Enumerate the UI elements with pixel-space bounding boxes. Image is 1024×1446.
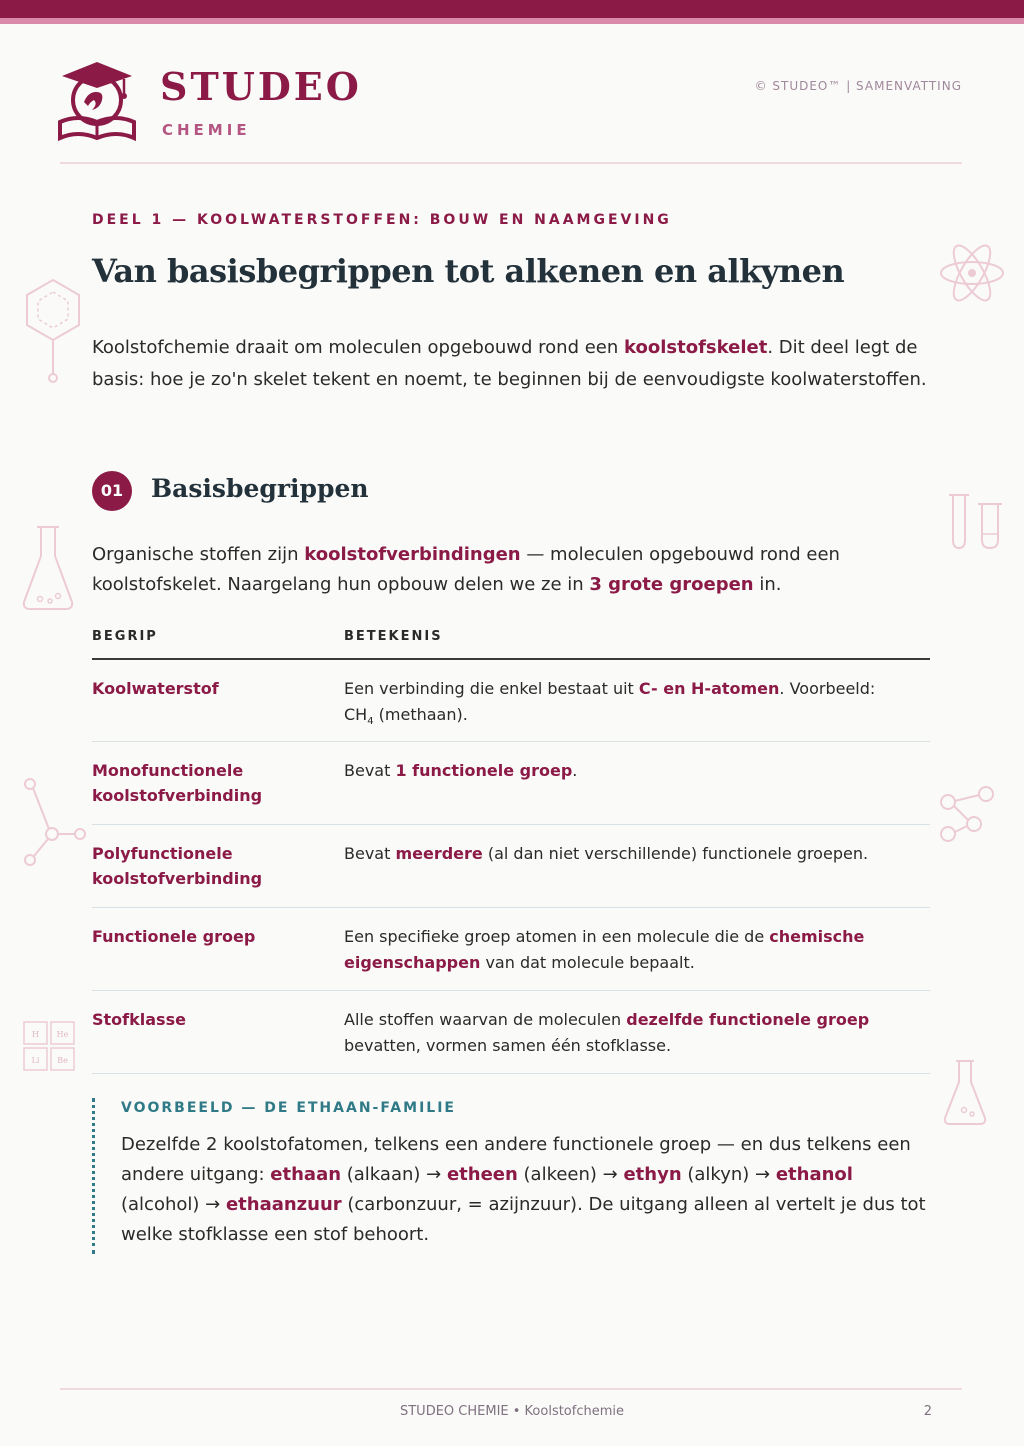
page-number: 2 (923, 1404, 932, 1419)
page-title: Van basisbegrippen tot alkenen en alkynen (92, 252, 845, 290)
share-nodes-icon (936, 782, 998, 844)
table-term: Functionele groep (92, 927, 256, 946)
table-definition: Bevat 1 functionele groep. (344, 761, 578, 780)
hexagon-molecule-icon (22, 276, 84, 386)
top-accent-bar (0, 0, 1024, 18)
example-text: Dezelfde 2 koolstofatomen, telkens een andere functionele groep — en dus telkens een andere uitgang: ethaan (alkaan) → etheen (alkeen) → ethyn (alkyn) → ethanol (alcohol) → ethaanzuur (carbonzuur, = azijnzuur). De uitgang alleen al vertelt je dus tot welke stofklasse een stof behoort. (121, 1134, 926, 1245)
table-row (92, 825, 930, 908)
table-row (92, 908, 930, 991)
table-header (92, 622, 930, 660)
svg-text:He: He (56, 1030, 69, 1039)
brand-subtitle: CHEMIE (162, 121, 251, 139)
table-row (92, 742, 930, 825)
erlenmeyer-flask-icon (942, 1058, 988, 1128)
svg-text:Li: Li (31, 1056, 40, 1065)
table-term: Monofunctionele koolstofverbinding (92, 761, 263, 805)
table-row (92, 660, 930, 742)
highlight: koolstofverbindingen (304, 544, 521, 565)
svg-text:H: H (32, 1030, 39, 1039)
table-definition: Alle stoffen waarvan de moleculen dezelfde functionele groep bevatten, vormen samen één stofklasse. (344, 1010, 870, 1055)
header-copyright: © STUDEO™ | SAMENVATTING (754, 79, 962, 93)
footer-title: STUDEO CHEMIE • Koolstofchemie (399, 1404, 624, 1419)
test-tubes-icon (944, 492, 1006, 552)
table-definition: Een verbinding die enkel bestaat uit C- en H-atomen. Voorbeeld: $CH_4$ (methaan). (344, 679, 876, 728)
highlight: koolstofskelet (624, 337, 768, 358)
column-header-term: BEGRIP (92, 629, 158, 644)
periodic-table-icon (22, 1020, 76, 1072)
column-header-meaning: BETEKENIS (344, 629, 443, 644)
table-term: Stofklasse (92, 1010, 186, 1029)
highlight: 3 grote groepen (589, 574, 754, 595)
molecule-network-icon (22, 776, 88, 868)
header-divider (60, 162, 962, 164)
definitions-table (92, 622, 930, 1074)
section-number-badge: 01 (92, 471, 132, 511)
part-kicker: DEEL 1 — KOOLWATERSTOFFEN: BOUW EN NAAMGEVING (92, 212, 672, 228)
flask-icon (20, 524, 76, 614)
table-definition: Bevat meerdere (al dan niet verschillende) functionele groepen. (344, 844, 869, 863)
intro-paragraph: Koolstofchemie draait om moleculen opgebouwd rond een koolstofskelet. Dit deel legt de basis: hoe je zo'n skelet tekent en noemt, te beginnen bij de eenvoudigste koolwaterstoffen. (92, 337, 927, 390)
table-term: Polyfunctionele koolstofverbinding (92, 844, 263, 888)
brand-name: STUDEO (160, 64, 362, 109)
footer-divider (60, 1388, 962, 1390)
section-paragraph: Organische stoffen zijn koolstofverbindingen — moleculen opgebouwd rond een koolstofskelet. Naargelang hun opbouw delen we ze in 3 grote groepen in. (92, 544, 840, 595)
atom-icon (938, 240, 1006, 306)
table-row (92, 991, 930, 1074)
table-definition: Een specifieke groep atomen in een molecule die de chemische eigenschappen van dat molecule bepaalt. (344, 927, 865, 972)
logo-graduation-cap-book-icon (58, 58, 136, 142)
section-title: Basisbegrippen (151, 474, 369, 503)
example-callout (92, 1098, 933, 1254)
table-term: Koolwaterstof (92, 679, 219, 698)
top-accent-bar-light (0, 18, 1024, 24)
svg-text:Be: Be (57, 1056, 68, 1065)
example-label: VOORBEELD — DE ETHAAN-FAMILIE (121, 1100, 456, 1116)
